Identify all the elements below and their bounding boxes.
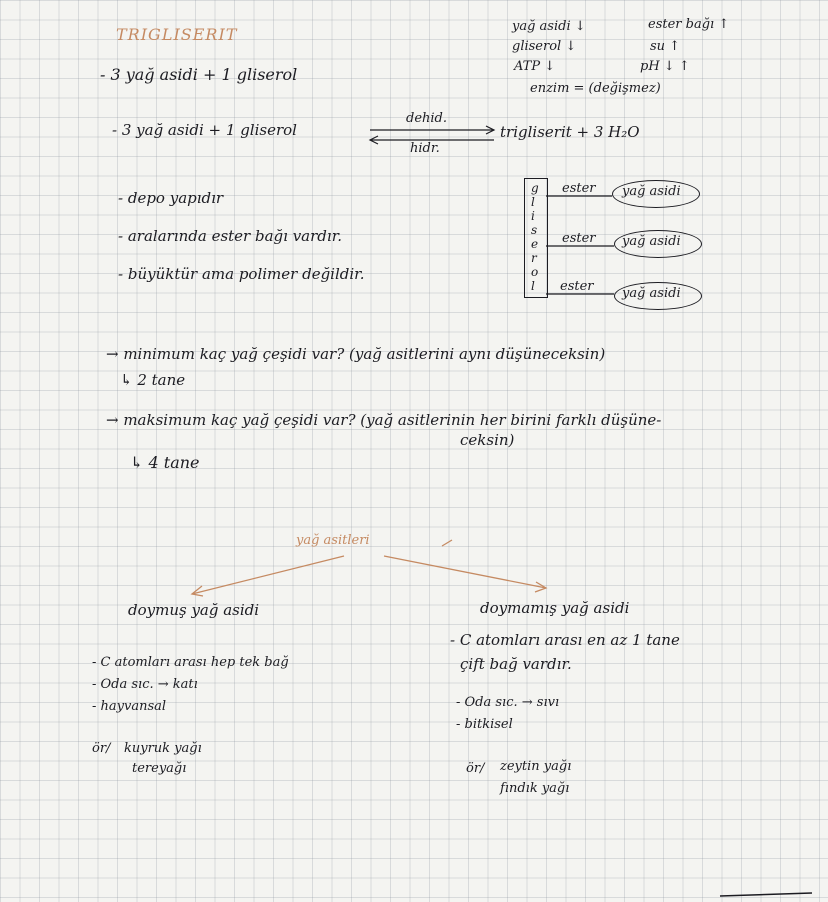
saturated-line-2: - Oda sıc. → katı (92, 677, 198, 692)
ester-label-1: ester (562, 181, 596, 196)
ester-label-3: ester (560, 279, 594, 294)
note-water: su ↑ (650, 39, 681, 54)
saturated-line-3: - hayvansal (92, 699, 167, 714)
unsaturated-example-2: fındık yağı (500, 781, 570, 796)
question-maximum: → maksimum kaç yağ çeşidi var? (yağ asitlerinin her birini farklı düşüne- (106, 411, 662, 429)
glycerol-letter: r (531, 251, 537, 265)
glycerol-letter: i (531, 209, 535, 223)
unsaturated-line-4: - bitkisel (456, 717, 513, 732)
glycerol-letter: g (531, 181, 539, 195)
saturated-line-1: - C atomları arası hep tek bağ (92, 655, 289, 670)
unsaturated-line-2: çift bağ vardır. (460, 655, 572, 673)
fatty-acid-label-3: yağ asidi (622, 286, 681, 301)
note-glycerol: gliserol ↓ (512, 39, 577, 54)
note-fatty-acid: yağ asidi ↓ (512, 19, 586, 34)
branch-arrow-left (192, 556, 344, 594)
ester-label-2: ester (562, 231, 596, 246)
answer-minimum: ↳ 2 tane (120, 371, 186, 389)
glycerol-letter: e (531, 237, 539, 251)
unsaturated-line-3: - Oda sıc. → sıvı (456, 695, 560, 710)
reaction-dehydration-label: dehid. (406, 111, 447, 126)
bullet-storage: - depo yapıdır (118, 189, 224, 207)
glycerol-letter: l (531, 195, 535, 209)
glycerol-letter: s (531, 223, 538, 237)
page-title: TRIGLISERIT (116, 25, 238, 44)
glycerol-letter: o (531, 265, 539, 279)
fatty-acids-heading: yağ asitleri (296, 533, 370, 548)
saturated-example-prefix: ör/ (92, 741, 111, 756)
glycerol-letter: l (531, 279, 535, 293)
unsaturated-line-1: - C atomları arası en az 1 tane (450, 631, 680, 649)
unsaturated-example-1: zeytin yağı (500, 759, 572, 774)
question-minimum: → minimum kaç yağ çeşidi var? (yağ asitlerini aynı düşüneceksin) (106, 345, 606, 363)
unsaturated-heading: doymamış yağ asidi (480, 599, 630, 617)
saturated-example-1: kuyruk yağı (124, 741, 202, 756)
bullet-ester-bond: - aralarında ester bağı vardır. (118, 227, 342, 245)
branch-arrow-right (384, 556, 546, 588)
heading-flourish (442, 540, 452, 546)
saturated-heading: doymuş yağ asidi (128, 601, 260, 619)
intro-line: - 3 yağ asidi + 1 gliserol (100, 65, 298, 84)
reaction-products: trigliserit + 3 H₂O (500, 123, 640, 141)
bullet-not-polymer: - büyüktür ama polimer değildir. (118, 265, 365, 283)
fatty-acid-label-1: yağ asidi (622, 184, 681, 199)
note-ester-bond: ester bağı ↑ (648, 17, 730, 32)
question-maximum-cont: ceksin) (460, 431, 515, 449)
note-enzyme: enzim = (değişmez) (530, 81, 661, 96)
reaction-hydrolysis-label: hidr. (410, 141, 440, 156)
reaction-reactants: - 3 yağ asidi + 1 gliserol (112, 121, 297, 139)
unsaturated-example-prefix: ör/ (466, 761, 485, 776)
saturated-example-2: tereyağı (132, 761, 187, 776)
note-atp: ATP ↓ (514, 59, 556, 74)
fatty-acid-label-2: yağ asidi (622, 234, 681, 249)
bottom-pen-mark (720, 893, 812, 896)
answer-maximum: ↳ 4 tane (130, 453, 200, 472)
note-ph: pH ↓ ↑ (640, 59, 690, 74)
